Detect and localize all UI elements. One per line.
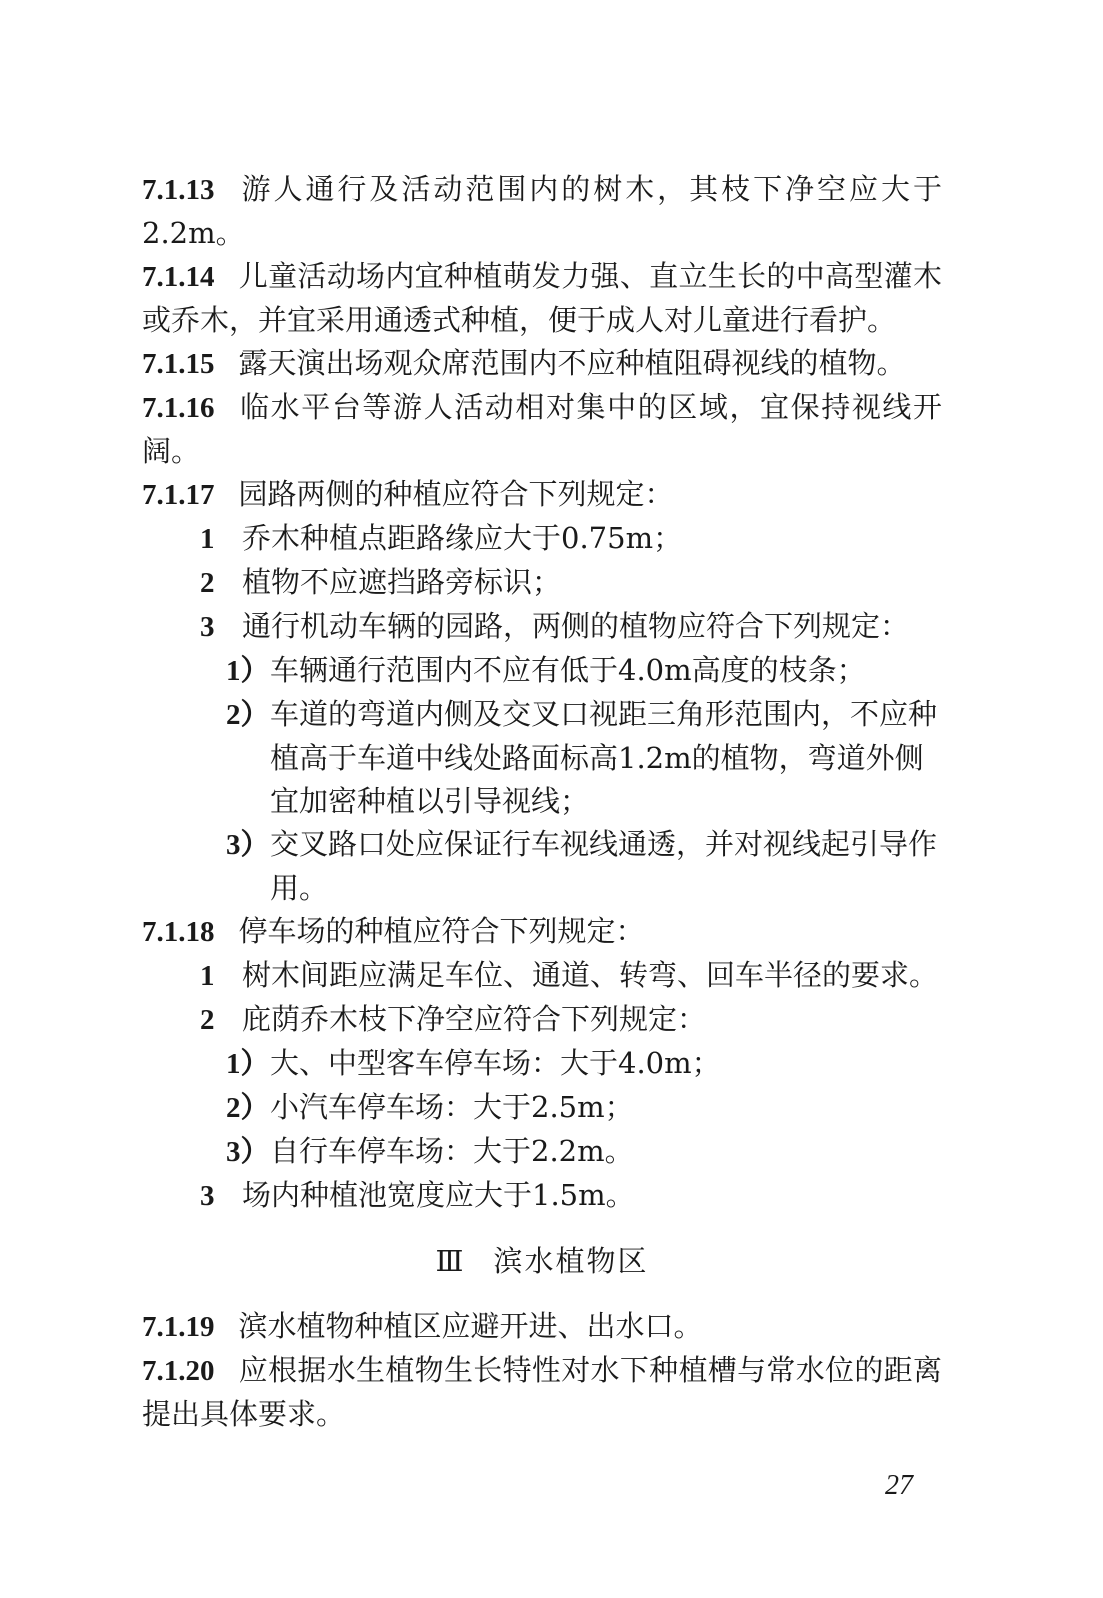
subitem-text: 车道的弯道内侧及交叉口视距三角形范围内，不应种植高于车道中线处路面标高1.2m的植物，弯道外侧宜加密种植以引导视线；: [270, 697, 938, 818]
clause-text: 露天演出场观众席范围内不应种植阻碍视线的植物。: [238, 346, 906, 380]
clause-text: 儿童活动场内宜种植萌发力强、直立生长的中高型灌木或乔木，并宜采用通透式种植，便于成人对儿童进行看护。: [142, 259, 942, 337]
list-item: [142, 954, 942, 998]
clause-number: 7.1.20: [142, 1355, 215, 1387]
page-content: [142, 168, 942, 1436]
clause-text: 应根据水生植物生长特性对水下种植槽与常水位的距离提出具体要求。: [142, 1353, 942, 1431]
clause: [142, 168, 942, 255]
clause: [142, 1305, 942, 1349]
clause-text: 停车场的种植应符合下列规定：: [238, 914, 645, 948]
item-number: 1: [200, 960, 215, 992]
clause: [142, 255, 942, 342]
subitem-number: 3）: [226, 1136, 270, 1168]
item-text: 通行机动车辆的园路，两侧的植物应符合下列规定：: [242, 609, 910, 643]
sub-list-item: [142, 823, 942, 910]
clause: [142, 910, 942, 954]
subitem-number: 1）: [226, 1048, 270, 1080]
section-heading: [142, 1240, 942, 1283]
subitem-text: 自行车停车场：大于2.2m。: [270, 1134, 634, 1168]
item-number: 3: [200, 611, 215, 643]
clause-number: 7.1.13: [142, 174, 215, 206]
clause-number: 7.1.16: [142, 392, 215, 424]
item-text: 场内种植池宽度应大于1.5m。: [242, 1178, 635, 1212]
sub-list-item: [142, 1086, 942, 1130]
section-title: 滨水植物区: [493, 1244, 649, 1278]
subitem-number: 2）: [226, 699, 270, 731]
list-item: [142, 605, 942, 649]
item-text: 乔木种植点距路缘应大于0.75m；: [242, 521, 683, 555]
clause: [142, 342, 942, 386]
item-number: 1: [200, 523, 215, 555]
clause-text: 临水平台等游人活动相对集中的区域，宜保持视线开阔。: [142, 390, 942, 468]
page-number: 27: [885, 1470, 913, 1501]
clause-number: 7.1.14: [142, 261, 215, 293]
section-roman-numeral: Ⅲ: [435, 1244, 466, 1278]
subitem-text: 车辆通行范围内不应有低于4.0m高度的枝条；: [270, 653, 866, 687]
sub-list-item: [142, 1130, 942, 1174]
subitem-text: 大、中型客车停车场：大于4.0m；: [270, 1046, 721, 1080]
clause-number: 7.1.18: [142, 916, 215, 948]
clause-text: 滨水植物种植区应避开进、出水口。: [238, 1309, 703, 1343]
clause-number: 7.1.19: [142, 1311, 215, 1343]
item-number: 2: [200, 567, 215, 599]
clause-text: 园路两侧的种植应符合下列规定：: [238, 477, 674, 511]
clause: [142, 1349, 942, 1436]
list-item: [142, 561, 942, 605]
subitem-text: 交叉路口处应保证行车视线通透，并对视线起引导作用。: [270, 827, 938, 905]
clause-text: 游人通行及活动范围内的树木，其枝下净空应大于2.2m。: [142, 172, 942, 250]
item-text: 植物不应遮挡路旁标识；: [242, 565, 562, 599]
clause: [142, 386, 942, 473]
clause-number: 7.1.17: [142, 479, 215, 511]
clause-number: 7.1.15: [142, 348, 215, 380]
clause: [142, 473, 942, 517]
sub-list-item: [142, 1042, 942, 1086]
list-item: [142, 998, 942, 1042]
sub-list-item: [142, 649, 942, 693]
list-item: [142, 1174, 942, 1218]
subitem-number: 2）: [226, 1092, 270, 1124]
item-number: 2: [200, 1004, 215, 1036]
item-number: 3: [200, 1180, 215, 1212]
subitem-text: 小汽车停车场：大于2.5m；: [270, 1090, 634, 1124]
item-text: 树木间距应满足车位、通道、转弯、回车半径的要求。: [242, 958, 939, 992]
subitem-number: 1）: [226, 655, 270, 687]
sub-list-item: [142, 693, 942, 823]
subitem-number: 3）: [226, 829, 270, 861]
item-text: 庇荫乔木枝下净空应符合下列规定：: [242, 1002, 707, 1036]
list-item: [142, 517, 942, 561]
